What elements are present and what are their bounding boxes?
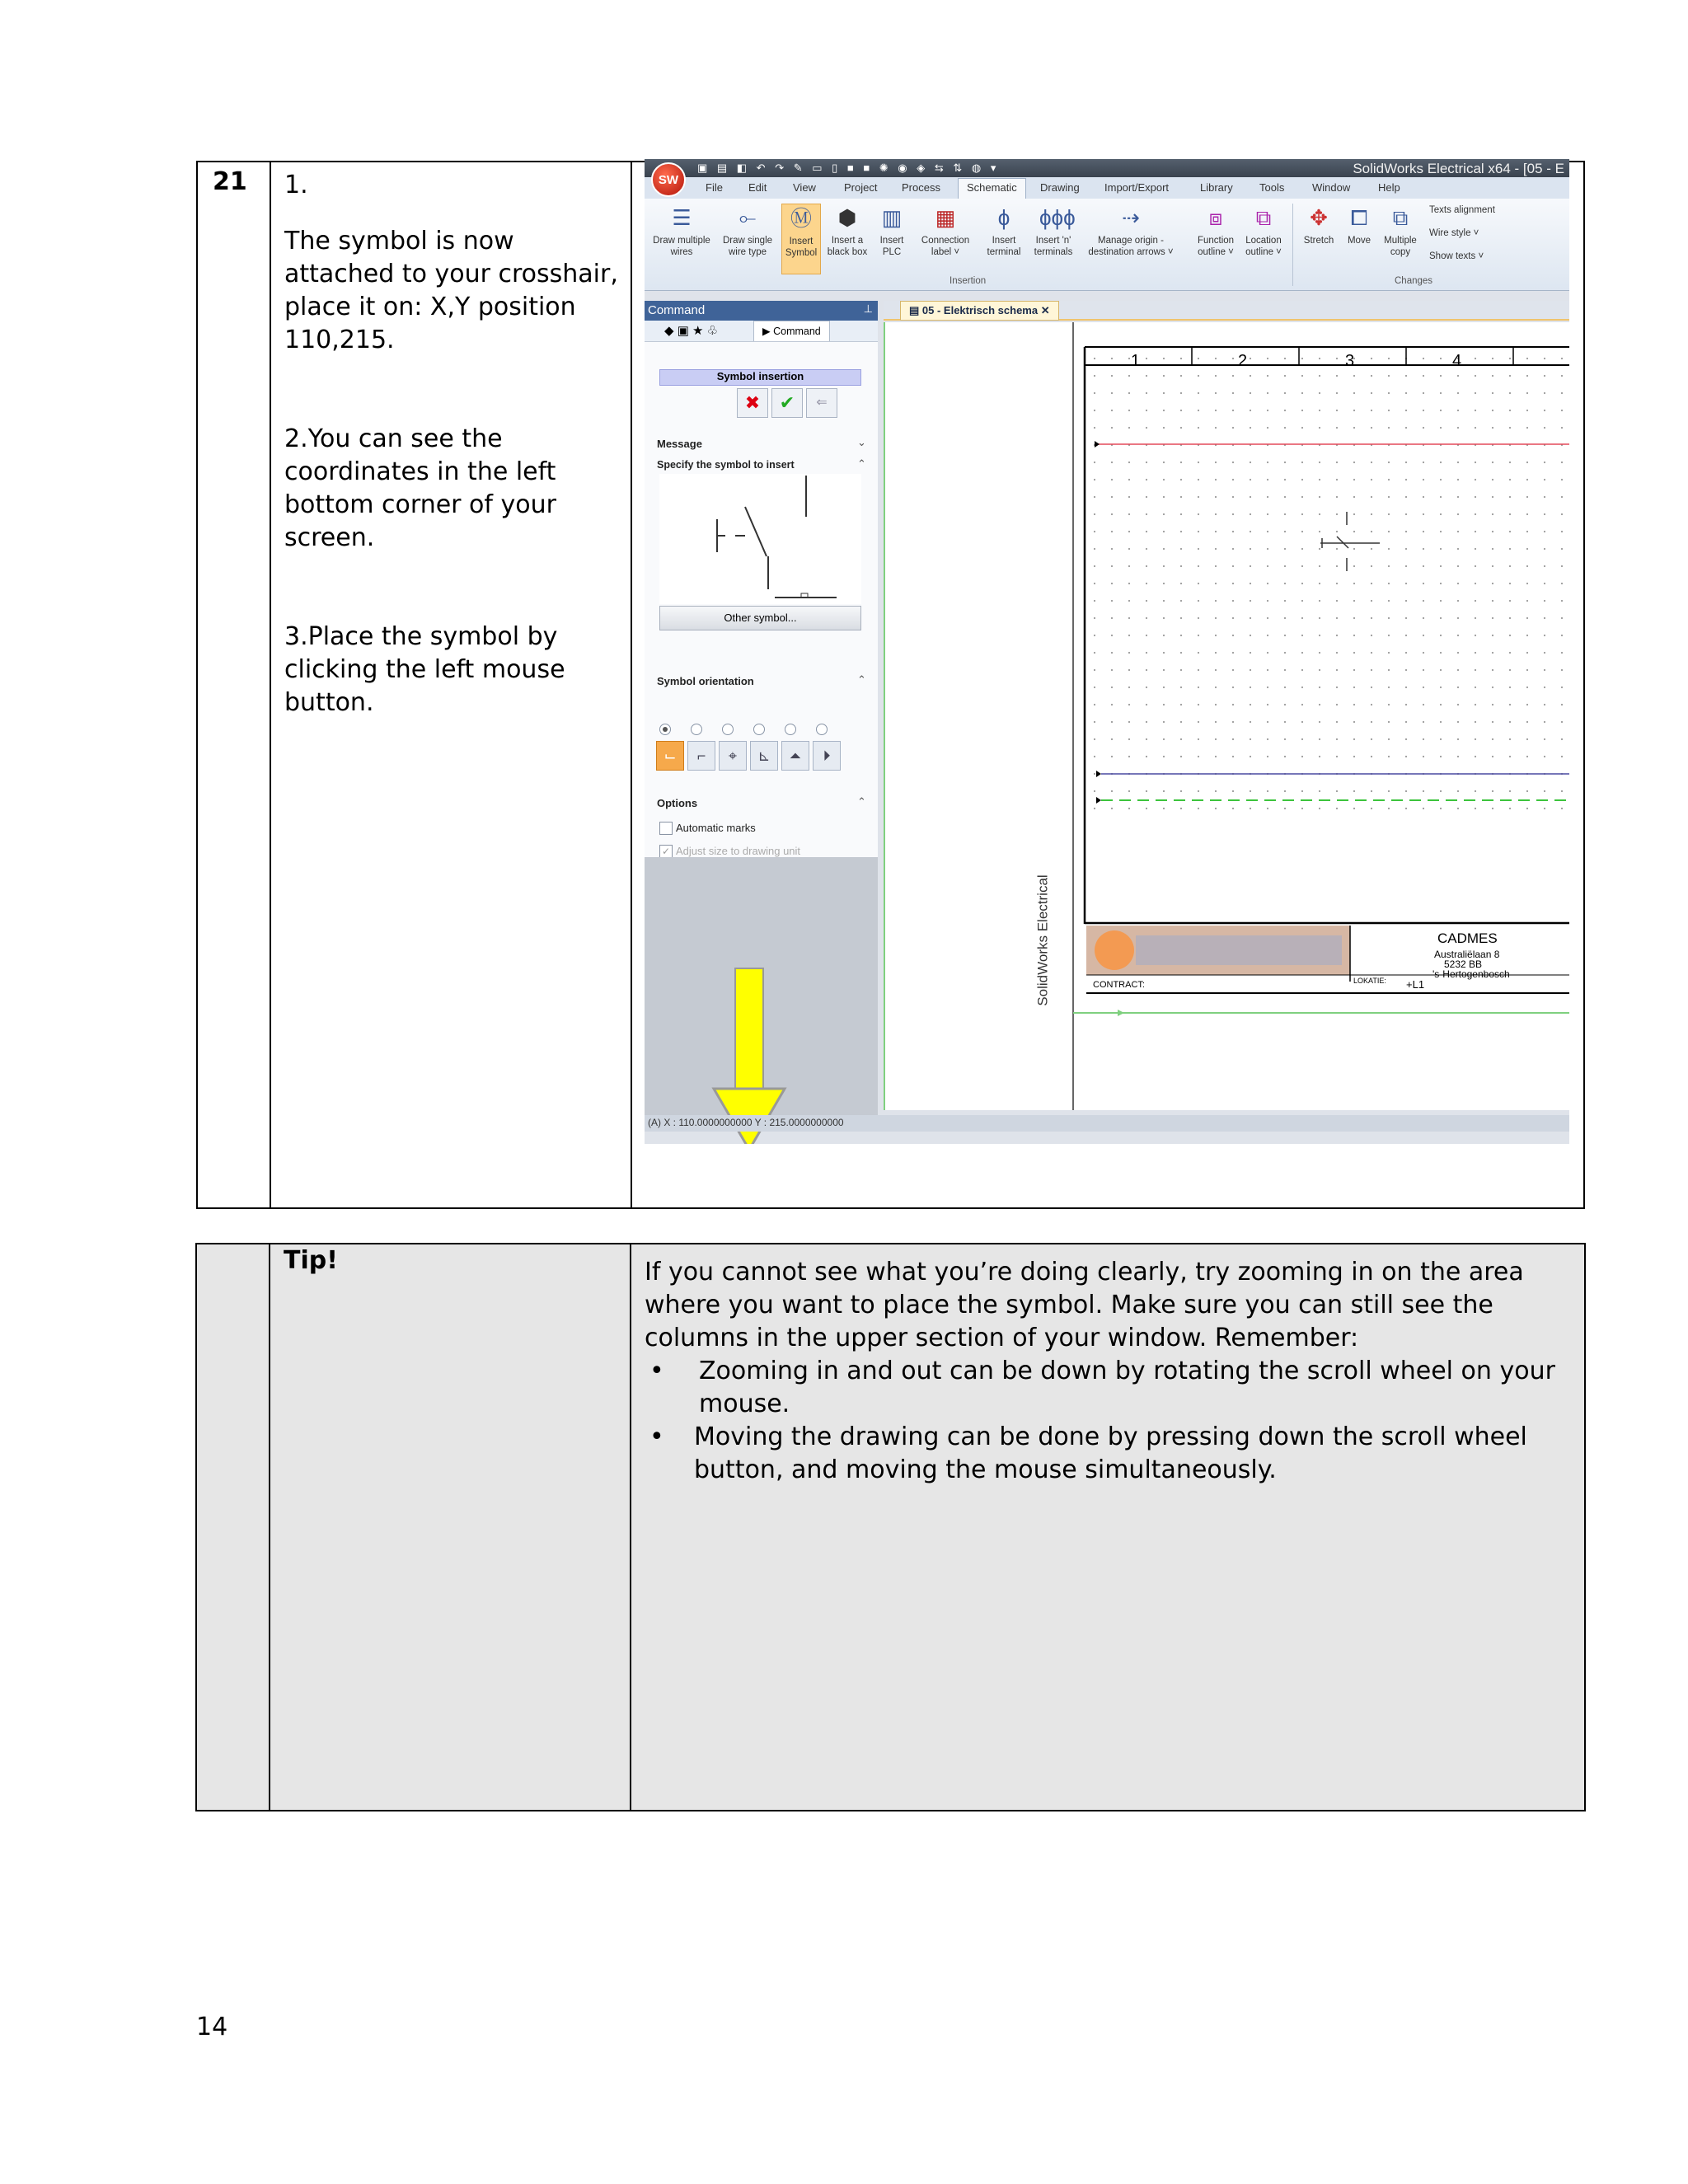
tip-intro: If you cannot see what you’re doing clearly, try zooming in on the area where you want to place the symbol. Make sure you can still see the columns in the upper section of your window. Remember: bbox=[645, 1258, 1524, 1352]
instruction-3: 3.Place the symbol by clicking the left mouse button. bbox=[284, 622, 565, 717]
plc-icon: ▥ bbox=[881, 205, 903, 230]
tip-empty-cell bbox=[197, 1244, 270, 1810]
page-number: 14 bbox=[196, 2013, 228, 2041]
insert-plc-button[interactable]: ▥ Insert PLC bbox=[874, 204, 910, 258]
motor-symbol-icon: Ⓜ bbox=[790, 206, 812, 231]
column-2: 2 bbox=[1238, 352, 1248, 370]
options-label: Options bbox=[657, 797, 698, 809]
menu-view[interactable]: View bbox=[793, 181, 816, 194]
grid-dots bbox=[1083, 350, 1569, 820]
orientation-180-button[interactable]: ⌖ bbox=[719, 741, 747, 771]
terminal-icon: ϕ bbox=[997, 205, 1010, 230]
cancel-button[interactable]: ✖ bbox=[737, 388, 768, 418]
contract-label: CONTRACT: bbox=[1093, 980, 1145, 990]
ribbon-separator bbox=[1292, 204, 1293, 286]
connection-label-icon: ▦ bbox=[935, 205, 956, 230]
connection-label-button[interactable]: ▦ Connection label ˅ bbox=[921, 205, 970, 257]
move-icon: ⧠ bbox=[1350, 205, 1368, 230]
document-tab-bar bbox=[884, 301, 1569, 321]
instruction-2: 2.You can see the coordinates in the left bottom corner of your screen. bbox=[284, 424, 556, 552]
pin-icon[interactable]: ⊥ bbox=[863, 302, 873, 315]
wire-style-button[interactable]: Wire style ˅ bbox=[1429, 228, 1479, 238]
terminals-icon: ϕϕϕ bbox=[1039, 205, 1076, 230]
tip-content-cell bbox=[631, 1244, 1584, 1810]
orientation-radio-4[interactable] bbox=[785, 724, 796, 735]
bullet-icon: • bbox=[649, 1422, 664, 1451]
automatic-marks-checkbox[interactable] bbox=[659, 822, 673, 835]
function-outline-button[interactable]: ⧈ Function outline ˅ bbox=[1197, 205, 1235, 257]
origin-destination-arrows-icon: ⇢ bbox=[1122, 205, 1140, 230]
step-instructions bbox=[284, 169, 622, 719]
symbol-preview bbox=[659, 474, 861, 604]
title-block-address-1: Australiëlaan 8 bbox=[1434, 949, 1500, 960]
panel-tool-icons[interactable]: ◆ ▣ ★ ♧ bbox=[664, 324, 719, 338]
orientation-radio-0[interactable] bbox=[659, 724, 671, 735]
orientation-mirror-button[interactable]: ⏶ bbox=[781, 741, 809, 771]
insert-symbol-button[interactable]: Ⓜ Insert Symbol bbox=[781, 204, 821, 274]
ribbon bbox=[645, 199, 1569, 291]
chevron-down-icon[interactable]: ⌄ bbox=[857, 436, 866, 448]
changes-group-label: Changes bbox=[1395, 276, 1433, 286]
orientation-0-button[interactable]: ⌙ bbox=[656, 741, 684, 771]
other-symbol-button[interactable]: Other symbol... bbox=[659, 606, 861, 630]
software-screenshot bbox=[645, 159, 1569, 1144]
drawing-canvas[interactable] bbox=[884, 322, 1569, 1110]
orientation-radio-2[interactable] bbox=[722, 724, 734, 735]
orientation-flip-button[interactable]: ⏵ bbox=[813, 741, 841, 771]
step-number: 21 bbox=[213, 167, 247, 196]
column-4: 4 bbox=[1452, 352, 1462, 370]
orientation-radio-3[interactable] bbox=[753, 724, 765, 735]
location-label: LOKATIE: bbox=[1353, 977, 1386, 985]
close-icon[interactable]: ✕ bbox=[1040, 304, 1050, 316]
menu-import-export[interactable]: Import/Export bbox=[1104, 181, 1170, 194]
chevron-up-icon[interactable]: ⌃ bbox=[857, 795, 866, 808]
title-block-address-2: 5232 BB bbox=[1444, 958, 1483, 970]
menu-edit[interactable]: Edit bbox=[748, 181, 767, 194]
stretch-icon: ✥ bbox=[1310, 205, 1328, 230]
function-outline-icon: ⧈ bbox=[1208, 205, 1223, 230]
application-logo-icon[interactable]: SW bbox=[651, 162, 686, 197]
manage-arrows-button[interactable]: ⇢ Manage origin - destination arrows ˅ bbox=[1088, 205, 1174, 257]
menu-project[interactable]: Project bbox=[844, 181, 878, 194]
move-button[interactable]: ⧠ Move bbox=[1342, 204, 1376, 246]
symbol-orientation-label: Symbol orientation bbox=[657, 675, 754, 687]
step-instructions-cell bbox=[271, 162, 632, 1207]
instruction-heading: 1. bbox=[284, 171, 308, 199]
column-3: 3 bbox=[1345, 352, 1355, 370]
location-value: +L1 bbox=[1406, 978, 1425, 991]
column-1: 1 bbox=[1131, 352, 1141, 370]
texts-alignment-button[interactable]: Texts alignment bbox=[1429, 205, 1495, 215]
adjust-size-checkbox: ✓ bbox=[659, 845, 673, 858]
window-title: SolidWorks Electrical x64 - [05 - E bbox=[1353, 161, 1564, 176]
menu-schematic[interactable]: Schematic bbox=[958, 178, 1026, 199]
stretch-button[interactable]: ✥ Stretch bbox=[1303, 205, 1334, 246]
document-tab[interactable]: ▤ 05 - Elektrisch schema ✕ bbox=[900, 301, 1059, 321]
title-block-company: CADMES bbox=[1437, 930, 1498, 946]
confirm-button[interactable]: ✔ bbox=[771, 388, 803, 418]
single-wire-icon: ⟜ bbox=[738, 205, 757, 230]
command-panel-header: Command ⊥ bbox=[645, 301, 878, 321]
chevron-up-icon[interactable]: ⌃ bbox=[857, 457, 866, 470]
orientation-270-button[interactable]: ⊾ bbox=[750, 741, 778, 771]
menu-library[interactable]: Library bbox=[1200, 181, 1233, 194]
insertion-group-label: Insertion bbox=[950, 276, 987, 286]
vertical-brand-text: SolidWorks Electrical bbox=[1034, 874, 1051, 1006]
back-button[interactable]: ⇐ bbox=[806, 388, 837, 418]
status-bar-coordinates: (A) X : 110.0000000000 Y : 215.0000000000 bbox=[645, 1115, 1569, 1132]
chevron-up-icon[interactable]: ⌃ bbox=[857, 673, 866, 686]
orientation-radio-5[interactable] bbox=[816, 724, 828, 735]
adjust-size-label: Adjust size to drawing unit bbox=[676, 845, 801, 857]
command-panel-body bbox=[645, 342, 878, 857]
menu-tools[interactable]: Tools bbox=[1259, 181, 1285, 194]
multiple-copy-button[interactable]: ⧉ Multiple copy bbox=[1384, 205, 1417, 257]
message-label: Message bbox=[657, 438, 702, 450]
orientation-radio-1[interactable] bbox=[691, 724, 702, 735]
instruction-1: The symbol is now attached to your crosshair, place it on: X,Y position 110,215. bbox=[284, 227, 618, 354]
multiple-wires-icon: ☰ bbox=[672, 205, 692, 230]
switch-symbol-preview-icon bbox=[659, 474, 861, 604]
menu-file[interactable]: File bbox=[706, 181, 723, 194]
insert-black-box-button[interactable]: ⬢ Insert a black box bbox=[827, 205, 868, 257]
title-block-address-3: 's-Hertogenbosch bbox=[1432, 968, 1510, 980]
location-outline-button[interactable]: ⧉ Location outline ˅ bbox=[1245, 205, 1282, 257]
show-texts-button[interactable]: Show texts ˅ bbox=[1429, 251, 1484, 261]
title-bar bbox=[645, 159, 1569, 177]
menu-window[interactable]: Window bbox=[1312, 181, 1351, 194]
tip-label-cell bbox=[270, 1244, 631, 1810]
location-outline-icon: ⧉ bbox=[1255, 205, 1272, 230]
menu-process[interactable]: Process bbox=[902, 181, 940, 194]
black-box-icon: ⬢ bbox=[837, 205, 857, 230]
orientation-90-button[interactable]: ⌐ bbox=[687, 741, 715, 771]
insert-terminal-button[interactable]: ϕ Insert terminal bbox=[987, 205, 1021, 257]
message-text: Specify the symbol to insert bbox=[657, 459, 795, 471]
command-panel-toolbar bbox=[645, 321, 878, 342]
menu-help[interactable]: Help bbox=[1378, 181, 1400, 194]
tip-table bbox=[195, 1243, 1586, 1811]
draw-single-wire-button[interactable]: ⟜ Draw single wire type bbox=[722, 205, 773, 257]
menu-bar bbox=[645, 177, 1569, 199]
tip-label: Tip! bbox=[284, 1246, 338, 1275]
command-tab[interactable]: ▶ Command bbox=[753, 321, 830, 341]
quick-access-toolbar[interactable]: ▣ ▤ ◧ ↶ ↷ ✎ ▭ ▯ ■ ■ ✺ ◉ ◈ ⇆ ⇅ ◍ ▾ bbox=[697, 162, 1000, 174]
automatic-marks-label: Automatic marks bbox=[676, 822, 756, 834]
copy-icon: ⧉ bbox=[1392, 205, 1409, 230]
tip-bullet-2: Moving the drawing can be done by pressing down the scroll wheel button, and moving the mouse simultaneously. bbox=[694, 1422, 1527, 1484]
bullet-icon: • bbox=[649, 1357, 664, 1385]
menu-drawing[interactable]: Drawing bbox=[1040, 181, 1080, 194]
symbol-insertion-title: Symbol insertion bbox=[659, 369, 861, 386]
insert-n-terminals-button[interactable]: ϕϕϕ Insert 'n' terminals bbox=[1034, 205, 1076, 257]
step-number-cell bbox=[198, 162, 271, 1207]
tip-bullet-1: Zooming in and out can be down by rotating the scroll wheel on your mouse. bbox=[699, 1357, 1555, 1418]
draw-multiple-wires-button[interactable]: ☰ Draw multiple wires bbox=[653, 205, 710, 257]
